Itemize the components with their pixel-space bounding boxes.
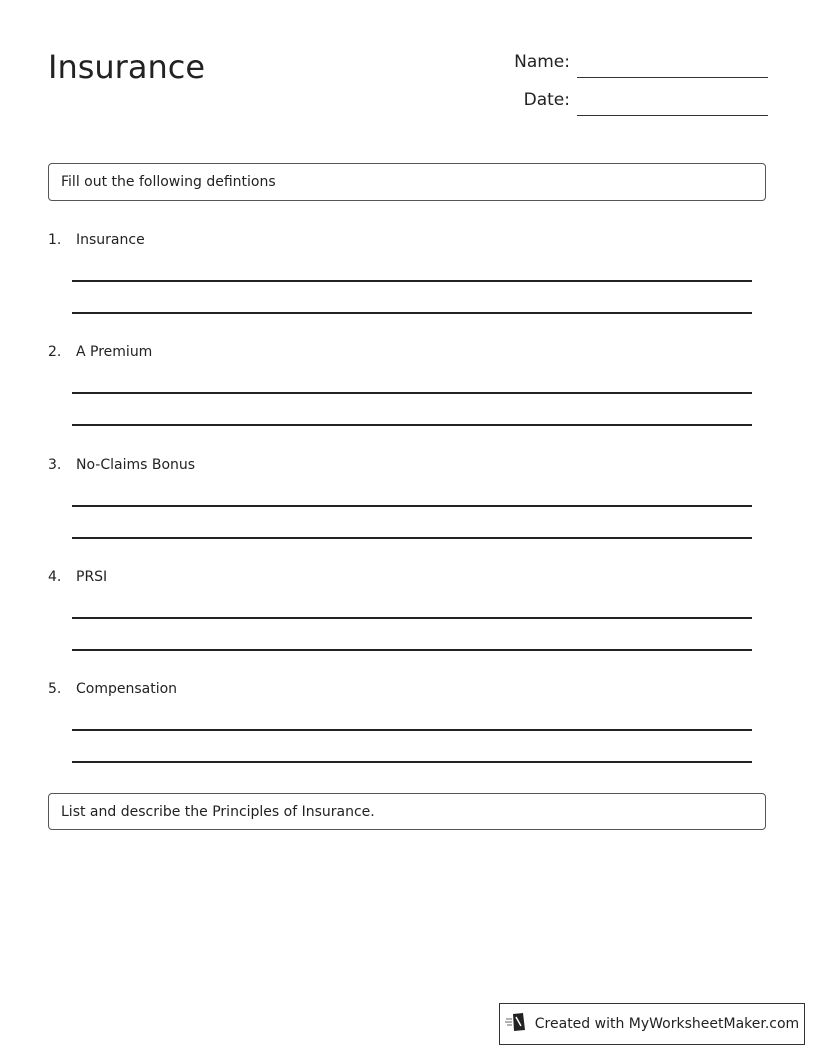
question-item bbox=[48, 457, 195, 473]
question-term: A Premium bbox=[76, 344, 153, 360]
question-number: 5. bbox=[48, 681, 62, 697]
answer-line[interactable] bbox=[72, 617, 752, 619]
instruction-box-definitions bbox=[48, 163, 766, 201]
answer-line[interactable] bbox=[72, 537, 752, 539]
question-item bbox=[48, 232, 145, 248]
question-number: 3. bbox=[48, 457, 62, 473]
footer-text: Created with MyWorksheetMaker.com bbox=[534, 1016, 800, 1032]
answer-line[interactable] bbox=[72, 312, 752, 314]
question-number: 4. bbox=[48, 569, 62, 585]
answer-line[interactable] bbox=[72, 729, 752, 731]
date-field-line[interactable] bbox=[577, 115, 768, 116]
name-label: Name: bbox=[514, 52, 570, 72]
question-term: Insurance bbox=[76, 232, 145, 248]
answer-line[interactable] bbox=[72, 649, 752, 651]
question-item bbox=[48, 681, 177, 697]
instruction-box-principles bbox=[48, 793, 766, 830]
instruction-text: Fill out the following defintions bbox=[61, 174, 276, 190]
answer-line[interactable] bbox=[72, 392, 752, 394]
page-title: Insurance bbox=[48, 48, 205, 86]
question-number: 1. bbox=[48, 232, 62, 248]
answer-line[interactable] bbox=[72, 280, 752, 282]
question-item bbox=[48, 344, 152, 360]
name-field-line[interactable] bbox=[577, 77, 768, 78]
question-term: Compensation bbox=[76, 681, 178, 697]
answer-line[interactable] bbox=[72, 424, 752, 426]
date-label: Date: bbox=[523, 90, 570, 110]
question-term: No-Claims Bonus bbox=[76, 457, 196, 473]
question-term: PRSI bbox=[76, 569, 108, 585]
question-number: 2. bbox=[48, 344, 62, 360]
question-item bbox=[48, 569, 107, 585]
answer-line[interactable] bbox=[72, 505, 752, 507]
footer-badge[interactable] bbox=[499, 1003, 805, 1045]
worksheet-logo-icon bbox=[505, 1011, 527, 1037]
answer-line[interactable] bbox=[72, 761, 752, 763]
instruction-text: List and describe the Principles of Insurance. bbox=[61, 803, 375, 820]
